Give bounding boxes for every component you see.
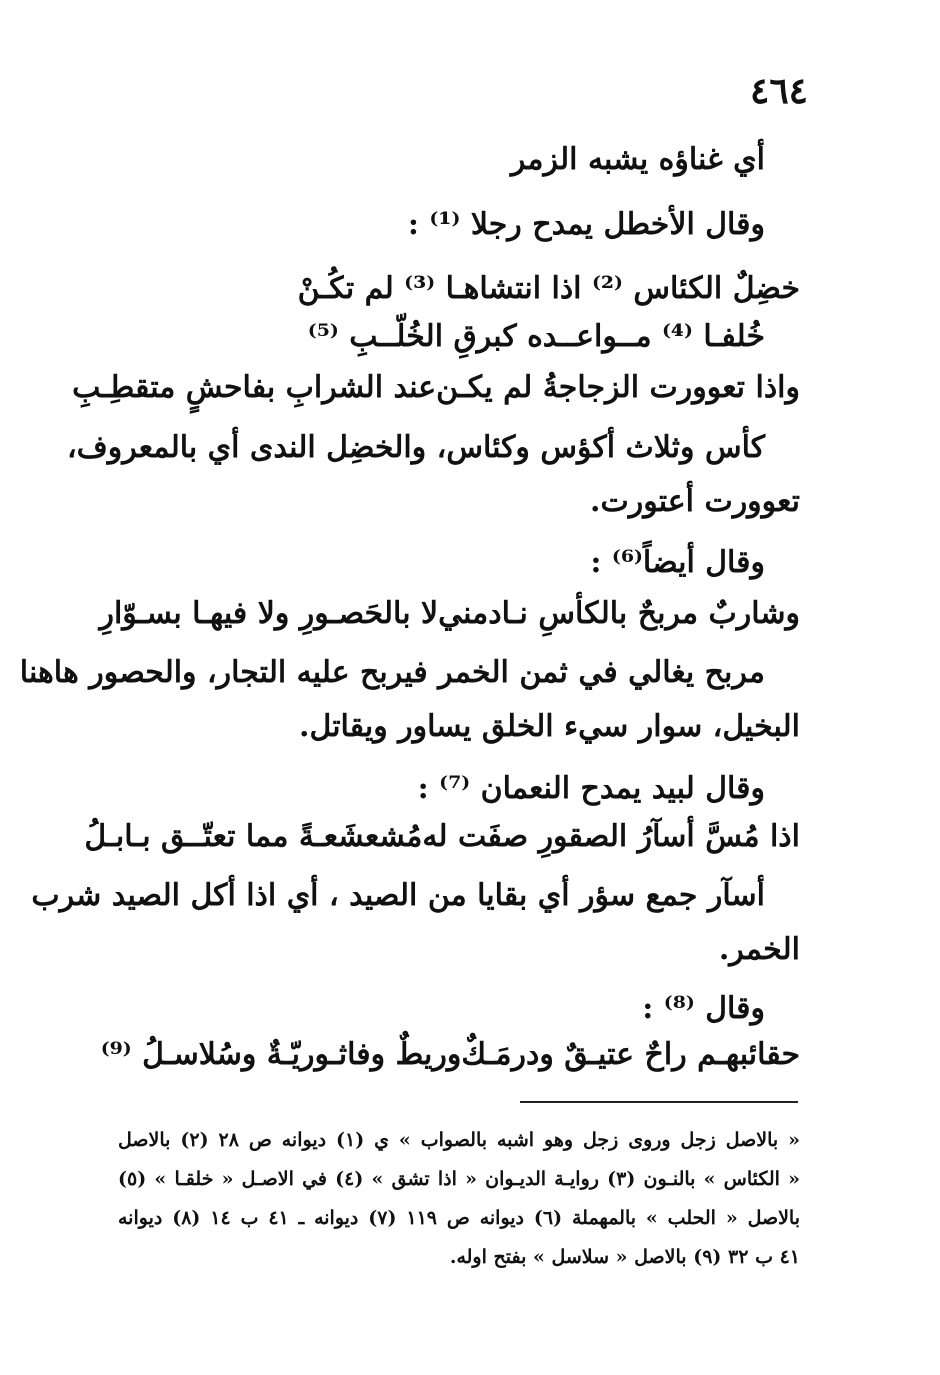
- verse-hemistich: خُلفـا ⁽⁴⁾ مــواعــده كبرقِ الخُلّــبِ ⁽⁵⁾: [307, 319, 765, 354]
- verse-first-hemistich: واذا تعوورت الزجاجةُ لم يكـن: [436, 370, 800, 405]
- verse-intro: وقال لبيد يمدح النعمان ⁽⁷⁾ :: [417, 771, 765, 806]
- footnote-line: « الكئاس » بالنـون (٣) روايـة الديـوان « اذا تشق » (٤) في الاصـل « خلقـا » (٥): [118, 1168, 801, 1190]
- commentary-line: أسآر جمع سؤر أي بقايا من الصيد ، أي اذا أكل الصيد شرب: [31, 878, 765, 913]
- verse-second-hemistich: لا بالحَصـورِ ولا فيهـا بسـوّارِ: [99, 596, 439, 631]
- verse-first-hemistich: حقائبهـم راحٌ عتيـقٌ ودرمَـكٌ: [461, 1037, 800, 1072]
- footnote-line: « بالاصل زجل وروى زجل وهو اشبه بالصواب » ي (١) ديوانه ص ٢٨ (٢) بالاصل: [118, 1129, 800, 1151]
- page-number: ٤٦٤: [749, 70, 808, 112]
- verse-intro: وقال ⁽⁸⁾ :: [642, 991, 765, 1026]
- verse-second-hemistich: مُشعشَعـةً مما تعتّــق بـابـلُ: [84, 819, 423, 854]
- verse: [84, 815, 800, 859]
- commentary-line: الخمر.: [718, 932, 800, 967]
- verse-first-hemistich: وشاربٌ مربحٌ بالكأسِ نـادمني: [438, 596, 800, 631]
- commentary-line: مربح يغالي في ثمن الخمر فيربح عليه التجار، والحصور هاهنا: [19, 655, 765, 690]
- verse: [72, 366, 800, 410]
- verse-second-hemistich: عند الشرابِ بفاحشٍ متقطِـبِ: [72, 370, 437, 405]
- text-line: أي غناؤه يشبه الزمر: [510, 142, 765, 177]
- verse-intro: وقال الأخطل يمدح رجلا ⁽¹⁾ :: [407, 207, 765, 242]
- footnote-line: ٤١ ب ٣٢ (٩) بالاصل « سلاسل » بفتح اوله.: [449, 1246, 800, 1268]
- verse: [99, 592, 800, 636]
- commentary-line: تعوورت أعتورت.: [590, 484, 800, 519]
- verse-hemistich: خضِلٌ الكئاس ⁽²⁾ اذا انتشاهـا ⁽³⁾ لم تكُـنْ: [297, 271, 800, 306]
- verse-second-hemistich: وريطٌ وفاثـوريّـةٌ وسُلاسـلُ ⁽⁹⁾: [100, 1037, 462, 1072]
- verse-intro: وقال أيضاً⁽⁶⁾ :: [590, 545, 765, 580]
- footnote-line: بالاصل « الحلب » بالمهملة (٦) ديوانه ص ١١٩ (٧) ديوانه ـ ٤١ ب ١٤ (٨) ديوانه: [118, 1207, 801, 1229]
- commentary-line: كأس وثلاث أكؤس وكئاس، والخضِل الندى أي بالمعروف،: [66, 430, 765, 465]
- commentary-line: البخيل، سوار سيء الخلق يساور ويقاتل.: [299, 709, 800, 744]
- verse: [100, 1033, 800, 1077]
- footnote-separator: [520, 1101, 798, 1103]
- verse-first-hemistich: اذا مُسَّ أسآرُ الصقورِ صفَت له: [422, 819, 800, 854]
